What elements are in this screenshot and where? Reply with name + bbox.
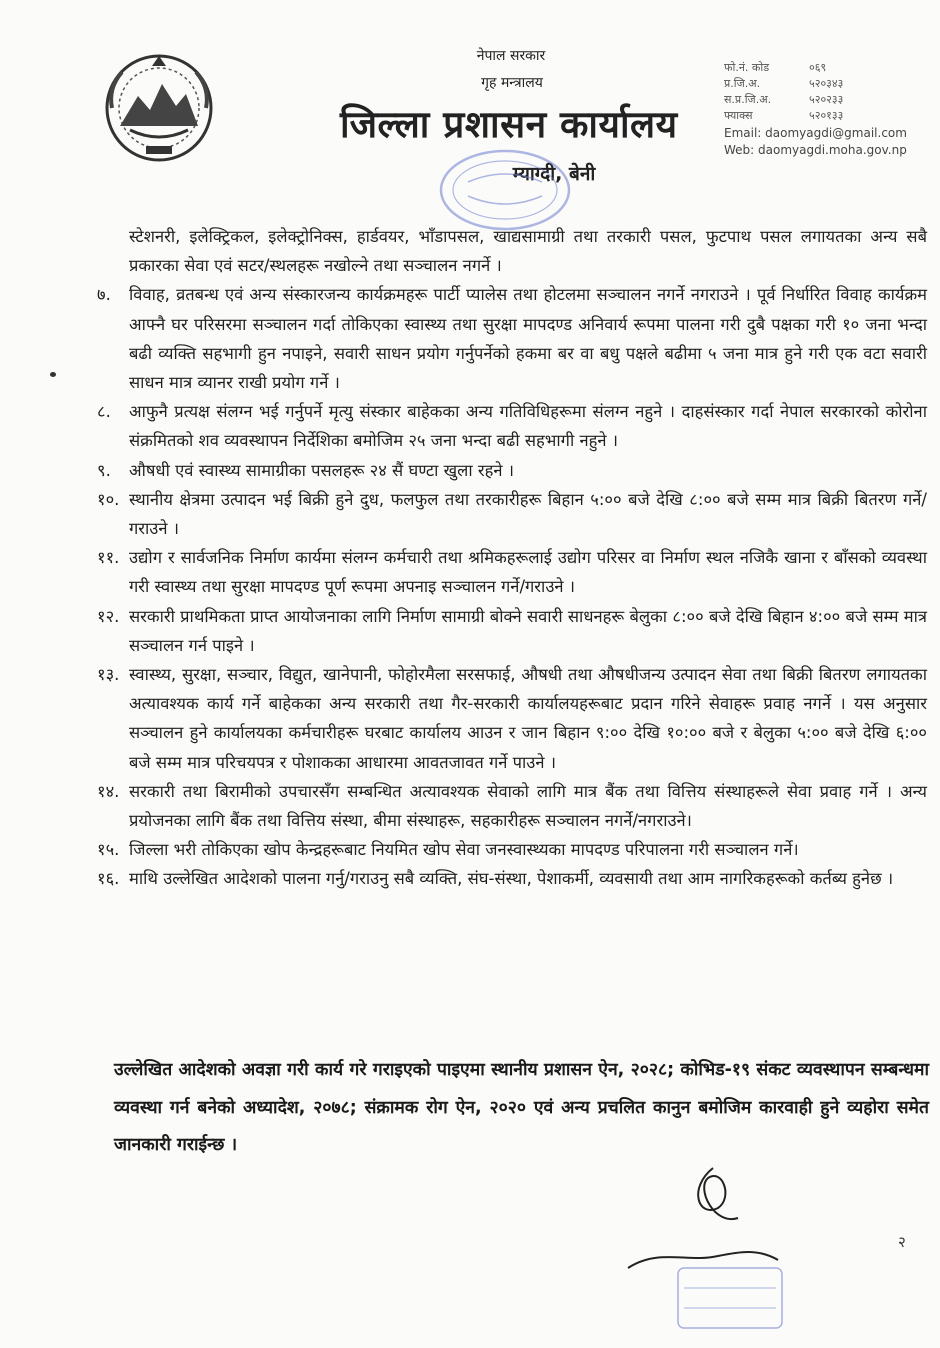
item-text: सरकारी तथा बिरामीको उपचारसँग सम्बन्धित अत्यावश्यक सेवाको लागि मात्र बैंक तथा वित्तिय संस्थाहरूले सेवा प्रवाह गर्ने । अन्य प्रयोजनका लागि बैंक तथा वित्तिय संस्था, बीमा संस्थाहरू, सहकारीहरू सञ्चालन नगर्ने/नगराउने। [129,781,927,831]
item-number: ८. [97,402,111,422]
item-number: ७. [97,285,111,305]
contact-label: फो.नं. कोड [724,61,770,74]
item-text: माथि उल्लेखित आदेशको पालना गर्नु/गराउनु सबै व्यक्ति, संघ-संस्था, पेशाकर्मी, व्यवसायी तथा आम नागरिकहरूको कर्तब्य हुनेछ । [129,869,894,889]
email-text: Email: daomyagdi@gmail.com [724,126,907,140]
item-number: १३. [97,665,120,685]
item-number: १४. [97,781,120,801]
paper-speck [50,372,56,377]
item-text: स्थानीय क्षेत्रमा उत्पादन भई बिक्री हुने दुध, फलफुल तथा तरकारीहरू बिहान ५:०० बजे देखि ८:०० बजे सम्म मात्र बिक्री बितरण गर्ने/गराउने । [129,489,927,539]
contact-row [724,92,924,108]
item-number: १६. [97,869,120,889]
item-text: सरकारी प्राथमिकता प्राप्त आयोजनाका लागि निर्माण सामाग्री बोक्ने सवारी साधनहरू बेलुका ८:०० बजे देखि बिहान ४:०० बजे सम्म मात्र सञ्चालन गर्न पाइने । [129,606,927,655]
legal-warning: उल्लेखित आदेशको अवज्ञा गरी कार्य गरे गराइएको पाइएमा स्थानीय प्रशासन ऐन, २०२८; कोभिड-१९ संकट व्यवस्थापन सम्बन्धमा व्यवस्था गर्न बनेको अध्यादेश, २०७८; संक्रामक रोग ऐन, २०२० एवं अन्य प्रचलित कानुन बमोजिम कारवाही हुने व्यहोरा समेत जानकारी गराईन्छ । [114,1060,929,1155]
government-name: नेपाल सरकार [476,48,546,64]
order-item [97,835,927,864]
order-item [97,777,927,835]
contact-row [724,60,924,76]
order-item [97,602,927,660]
web-text: Web: daomyagdi.moha.gov.np [724,143,907,157]
contact-value: ५२०३४३ [809,77,844,90]
contact-row [724,108,924,124]
item-number: १२. [97,606,120,626]
contact-value: ०६९ [809,61,827,74]
order-item [97,864,927,893]
signature-mark [618,1148,788,1338]
contact-value: ५२०२३३ [809,93,844,106]
intro-paragraph: स्टेशनरी, इलेक्ट्रिकल, इलेक्ट्रोनिक्स, हार्डवयर, भाँडापसल, खाद्यसामाग्री तथा तरकारी पसल, फुटपाथ पसल लगायतका अन्य सबै प्रकारका सेवा एवं सटर/स्थलहरू नखोल्ने तथा सञ्चालन नगर्ने । [129,227,927,276]
item-text: विवाह, व्रतबन्ध एवं अन्य संस्कारजन्य कार्यक्रमहरू पार्टी प्यालेस तथा होटलमा सञ्चालन नगर्ने नगराउने । पूर्व निर्धारित विवाह कार्यक्रम आफ्नै घर परिसरमा सञ्चालन गर्दा तोकिएका स्वास्थ्य तथा सुरक्षा मापदण्ड अनिवार्य रूपमा पालना गरी दुबै पक्षका गरी १० जना भन्दा बढी व्यक्ति सहभागी हुन नपाइने, सवारी साधन प्रयोग गर्नुपर्नेको हकमा बर वा बधु पक्षले बढीमा ५ जना मात्र हुने गरी एक वटा सवारी साधन मात्र व्यानर राखी प्रयोग गर्ने । [129,285,927,393]
ministry-name: गृह मन्त्रालय [481,75,543,91]
item-text: स्वास्थ्य, सुरक्षा, सञ्चार, विद्युत, खानेपानी, फोहोरमैला सरसफाई, औषधी तथा औषधीजन्य उत्पादन सेवा तथा बिक्री बितरण लगायतका अत्यावश्यक कार्य गर्ने बाहेकका अन्य सरकारी तथा गैर-सरकारी कार्यालयहरूबाट प्रदान गरिने सेवाहरू प्रवाह नगर्ने । यस अनुसार सञ्चालन हुने कार्यालयका कर्मचारीहरू घरबाट कार्यालय आउन र जान बिहान ९:०० देखि १०:०० बजे र बेलुका ५:०० बजे देखि ६:०० बजे सम्म मात्र परिचयपत्र र पोशाकका आधारमा आवतजावत गर्ने पाउने । [129,665,927,772]
contact-label: स.प्र.जि.अ. [724,93,772,106]
order-item [97,397,927,455]
order-item [97,543,927,601]
contact-block [724,60,924,158]
contact-row [724,76,924,92]
office-title: जिल्ला प्रशासन कार्यालय [340,103,678,146]
order-item [97,485,927,543]
contact-label: फ्याक्स [724,109,753,122]
item-number: १०. [97,489,120,509]
item-text: उद्योग र सार्वजनिक निर्माण कार्यमा संलग्न कर्मचारी तथा श्रमिकहरूलाई उद्योग परिसर वा निर्माण स्थल नजिकै खाना र बाँसको व्यवस्था गरी स्वास्थ्य तथा सुरक्षा मापदण्ड पूर्ण रूपमा अपनाइ सञ्चालन गर्ने/गराउने । [129,548,927,597]
nepal-emblem-icon [100,48,218,166]
contact-label: प्र.जि.अ. [724,77,761,90]
order-item [97,456,927,485]
item-number: १५. [97,840,120,860]
contact-value: ५२०१३३ [809,109,844,122]
item-text: जिल्ला भरी तोकिएका खोप केन्द्रहरूबाट नियमित खोप सेवा जनस्वास्थ्यका मापदण्ड परिपालना गरी सञ्चालन गर्ने। [129,840,799,860]
item-number: ११. [97,548,120,568]
item-text: औषधी एवं स्वास्थ्य सामाग्रीका पसलहरू २४ सैं घण्टा खुला रहने । [129,460,515,480]
order-item [97,660,927,777]
order-item [97,280,927,397]
item-text: आफुनै प्रत्यक्ष संलग्न भई गर्नुपर्ने मृत्यु संस्कार बाहेकका अन्य गतिविधिहरूमा संलग्न नहुने । दाहसंस्कार गर्दा नेपाल सरकारको कोरोना संक्रमितको शव व्यवस्थापन निर्देशिका बमोजिम २५ जना भन्दा बढी सहभागी नहुने । [129,402,927,451]
page-number: २ [898,1233,906,1251]
order-body [97,222,927,894]
item-number: ९. [97,460,111,480]
office-location: म्याग्दी, बेनी [512,163,596,185]
